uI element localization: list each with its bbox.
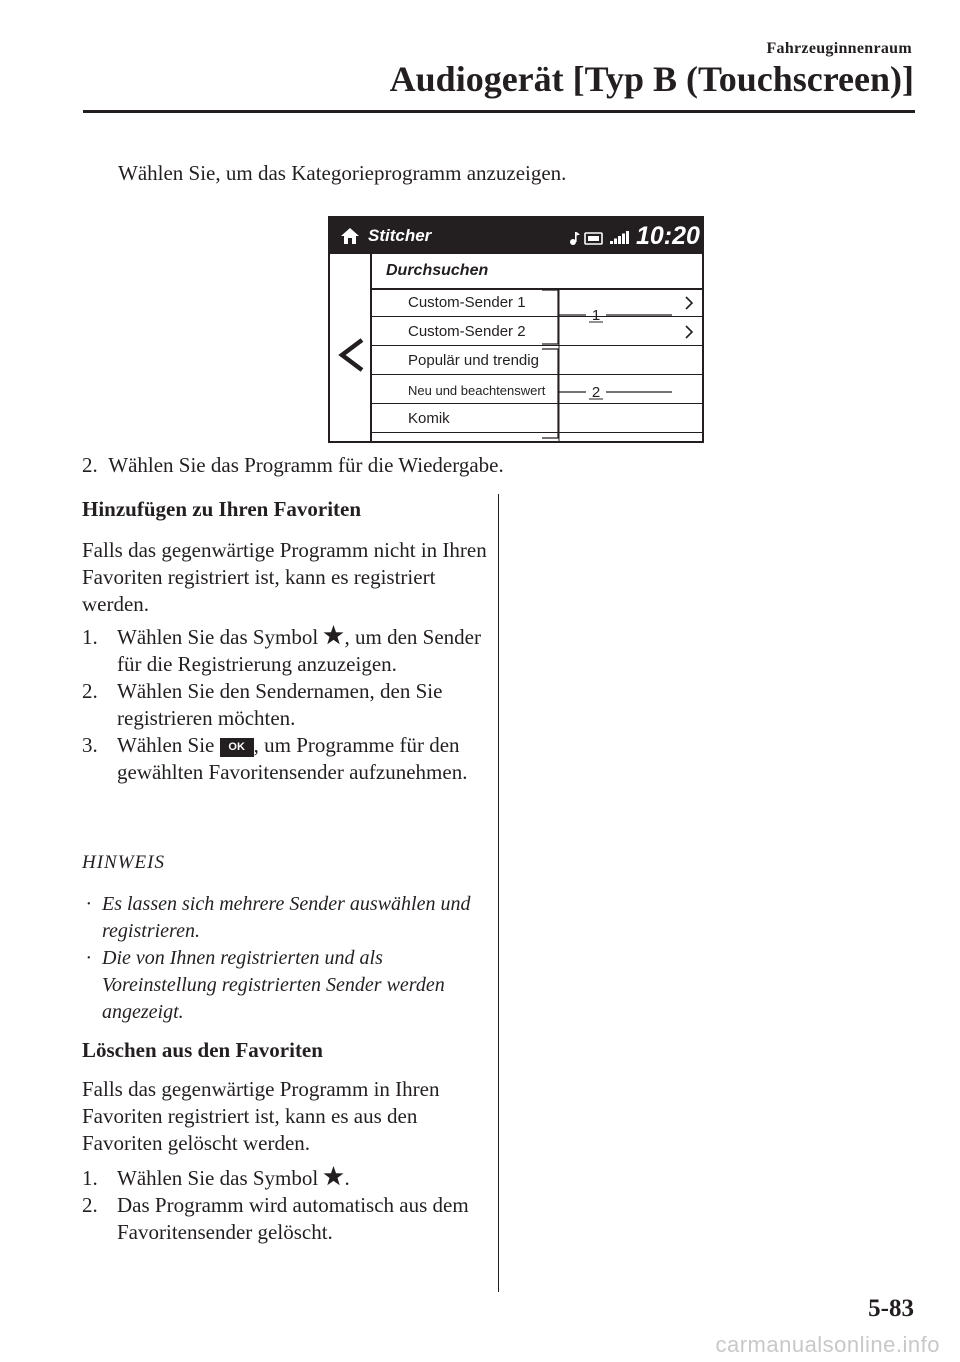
- note-text: Es lassen sich mehrere Sender auswählen und registrieren.: [102, 893, 471, 942]
- note-heading: HINWEIS: [82, 852, 165, 873]
- note-item: [82, 945, 492, 1026]
- step-text: Wählen Sie das Symbol: [117, 1166, 324, 1190]
- step-item: [82, 1165, 492, 1192]
- step-number: 3.: [82, 733, 98, 757]
- back-arrow-icon[interactable]: [338, 338, 364, 372]
- callout-1: 1: [591, 307, 601, 324]
- step-item: [82, 624, 492, 678]
- list-item[interactable]: [372, 347, 702, 375]
- step-number: 2.: [82, 1193, 98, 1217]
- clock: 10:20: [636, 222, 700, 250]
- step-2: [82, 452, 504, 479]
- list-item[interactable]: [372, 318, 702, 346]
- list-item[interactable]: [372, 376, 702, 404]
- step-number: 2.: [82, 679, 98, 703]
- chapter-title: Audiogerät [Typ B (Touchscreen)]: [389, 59, 914, 99]
- step-text: , um Programme für den gewählten Favoritensender aufzunehmen.: [117, 733, 468, 784]
- screen-heading: Durchsuchen: [386, 262, 489, 279]
- step-number: 1.: [82, 1166, 98, 1190]
- step-number: 1.: [82, 625, 98, 649]
- left-panel: [330, 254, 372, 441]
- list-item[interactable]: [372, 289, 702, 317]
- step-text: Wählen Sie den Sendernamen, den Sie registrieren möchten.: [117, 679, 443, 730]
- status-icons: [568, 230, 630, 246]
- list-item-label: Komik: [408, 410, 450, 427]
- list-item-label: Custom-Sender 1: [408, 294, 526, 311]
- remove-favorites-intro: Falls das gegenwärtige Programm in Ihren Favoriten registriert ist, kann es aus den Favoriten gelöscht werden.: [82, 1077, 440, 1155]
- bullet-icon: ·: [86, 947, 91, 969]
- chevron-right-icon: [684, 296, 694, 310]
- screen-top-bar: [330, 218, 702, 254]
- add-favorites-steps: [82, 624, 492, 786]
- note-text: Die von Ihnen registrierten und als Voreinstellung registrierten Sender werden angezeigt.: [102, 947, 445, 1023]
- star-icon: [323, 1166, 344, 1186]
- screen-heading-row: [372, 254, 702, 290]
- add-favorites-intro: Falls das gegenwärtige Programm nicht in Ihren Favoriten registriert ist, kann es registriert werden.: [82, 538, 487, 616]
- step-text: Das Programm wird automatisch aus dem Favoritensender gelöscht.: [117, 1193, 469, 1244]
- device-icon: [585, 233, 602, 244]
- stitcher-screen: [328, 216, 704, 443]
- section-label: Fahrzeuginnenraum: [766, 40, 912, 57]
- list-item-label: Populär und trendig: [408, 352, 539, 369]
- column-divider: [498, 494, 499, 1292]
- signal-icon: [610, 231, 629, 244]
- bullet-icon: ·: [86, 893, 91, 915]
- list-item-label: Custom-Sender 2: [408, 323, 526, 340]
- watermark: carmanualsonline.info: [715, 1332, 940, 1357]
- step-item: [82, 678, 492, 732]
- callout-2: 2: [591, 384, 601, 401]
- list-item-label: Neu und beachtenswert: [408, 383, 546, 398]
- app-name: Stitcher: [368, 226, 432, 245]
- step-text: Wählen Sie das Programm für die Wiedergabe.: [108, 453, 504, 477]
- remove-favorites-heading: Löschen aus den Favoriten: [82, 1038, 323, 1062]
- note-item: [82, 891, 492, 945]
- step-number: 2.: [82, 453, 98, 477]
- chevron-right-icon: [684, 325, 694, 339]
- step-item: [82, 1192, 492, 1246]
- note-list: [82, 891, 492, 1026]
- list-item[interactable]: [372, 405, 702, 433]
- step-text: .: [344, 1166, 350, 1190]
- add-favorites-heading: Hinzufügen zu Ihren Favoriten: [82, 497, 362, 521]
- header-rule: [83, 110, 915, 113]
- star-icon: [323, 625, 344, 645]
- intro-text: Wählen Sie, um das Kategorieprogramm anzuzeigen.: [118, 161, 567, 185]
- ok-icon: OK: [220, 738, 254, 757]
- step-text: , um den Sender für die Registrierung anzuzeigen.: [117, 625, 481, 676]
- step-text: Wählen Sie: [117, 733, 220, 757]
- music-note-icon: [570, 232, 580, 245]
- home-icon[interactable]: [340, 226, 360, 246]
- step-text: Wählen Sie das Symbol: [117, 625, 324, 649]
- remove-favorites-steps: [82, 1165, 492, 1246]
- page-number: 5-83: [868, 1295, 914, 1322]
- step-item: [82, 732, 492, 786]
